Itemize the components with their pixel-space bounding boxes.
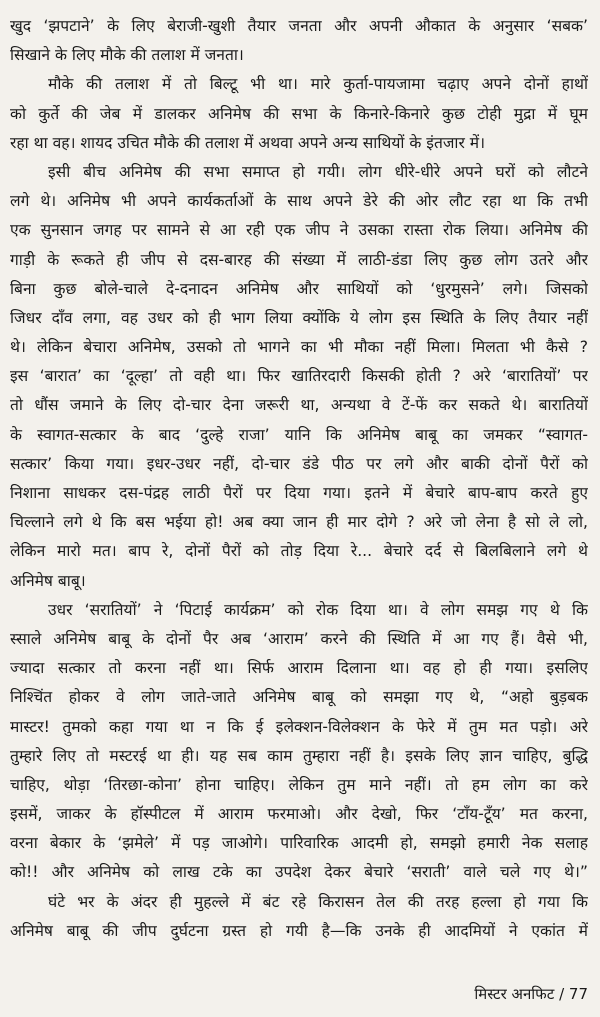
text-line: को कुर्ते की जेब में डालकर अनिमेष की सभा के किनारे-किनारे कुछ टोही मुद्रा में घूम xyxy=(10,104,588,123)
text-line: तुम्हारे लिए तो मस्टरई था ही। यह सब काम तुम्हारा नहीं है। इसके लिए ज्ञान चाहिए, बुद्धि xyxy=(10,746,588,765)
text-line: तो धौंस जमाने के लिए दो-चार देना जरूरी था, अन्यथा वे टें-फें कर सकते थे। बारातियों xyxy=(10,396,588,415)
text-line: सत्कार’ किया गया। इधर-उधर नहीं, दो-चार डंडे पीठ पर लगे और बाकी दोनों पैरों को xyxy=(10,454,588,473)
text-line: स्साले अनिमेष बाबू के दोनों पैर अब ‘आराम’ करने की स्थिति में आ गए हैं। वैसे भी, xyxy=(10,629,588,648)
text-line: अनिमेष बाबू की जीप दुर्घटना ग्रस्त हो गयी है—कि उनके ही आदमियों ने एकांत में xyxy=(10,921,588,940)
text-line: खुद ‘झपटाने’ के लिए बेराजी-खुशी तैयार जनता और अपनी औकात के अनुसार ‘सबक’ xyxy=(10,17,588,35)
text-line: लेकिन मारो मत। बाप रे, दोनों पैरों को तोड़ दिया रे... बेचारे दर्द से बिलबिलाने लगे थे xyxy=(10,542,588,561)
page-footer: मिस्टर अनफिट / 77 xyxy=(474,985,588,1003)
body-text xyxy=(10,12,588,946)
text-line: चाहिए, थोड़ा ‘तिरछा-कोना’ होना चाहिए। लेकिन तुम माने नहीं। तो हम लोग का करे xyxy=(10,775,588,794)
text-line: गाड़ी के रूकते ही जीप से दस-बारह की संख्या में लाठी-डंडा लिए कुछ लोग उतरे और xyxy=(10,250,588,269)
text-line: ज्यादा सत्कार तो करना नहीं था। सिर्फ आराम दिलाना था। वह हो ही गया। इसलिए xyxy=(10,659,588,678)
text-line: चिल्लाने लगे थे कि बस भईया हो! अब क्या जान ही मार दोगे ? अरे जो लेना है सो ले लो, xyxy=(10,513,588,532)
text-line: मास्टर! तुमको कहा गया था न कि ई इलेक्शन-विलेक्शन के फेरे में तुम मत पड़ो। अरे xyxy=(10,717,588,736)
text-line: को!! और अनिमेष को लाख टके का उपदेश देकर बेचारे ‘सराती’ वाले चले गए थे।” xyxy=(10,863,588,882)
text-line: सिखाने के लिए मौके की तलाश में जनता। xyxy=(10,46,244,65)
text-line: अनिमेष बाबू। xyxy=(10,571,86,590)
text-line: लगे थे। अनिमेष भी अपने कार्यकर्ताओं के साथ अपने डेरे की ओर लौट रहा था कि तभी xyxy=(10,192,588,211)
text-line: मौके की तलाश में तो बिल्टू भी था। मारे कुर्ता-पायजामा चढ़ाए अपने दोनों हाथों xyxy=(48,75,588,94)
text-line: निश्चिंत होकर वे लोग जाते-जाते अनिमेष बाबू को समझा गए थे, “अहो बुड़बक xyxy=(10,688,588,707)
text-line: इसमें, जाकर के हॉस्पीटल में आराम फरमाओ। और देखो, फिर ‘टाँय-टूँय’ मत करना, xyxy=(10,805,588,824)
text-line: एक सुनसान जगह पर सामने से आ रही एक जीप ने उसका रास्ता रोक लिया। अनिमेष की xyxy=(10,221,588,240)
text-line: इसी बीच अनिमेष की सभा समाप्त हो गयी। लोग धीरे-धीरे अपने घरों को लौटने xyxy=(48,162,588,181)
text-line: बिना कुछ बोले-चाले दे-दनादन अनिमेष और साथियों को ‘धुरमुसने’ लगे। जिसको xyxy=(10,279,588,298)
text-line: के स्वागत-सत्कार के बाद ‘दुल्हे राजा’ यानि कि अनिमेष बाबू का जमकर “स्वागत- xyxy=(10,425,588,444)
text-line: जिधर दाँव लगा, वह उधर को ही भाग लिया क्योंकि ये लोग इस स्थिति के लिए तैयार नहीं xyxy=(10,308,588,327)
text-line: रहा था वह। शायद उचित मौके की तलाश में अथवा अपने अन्य साथियों के इंतजार में। xyxy=(10,133,486,152)
text-line: घंटे भर के अंदर ही मुहल्ले में बंट रहे किरासन तेल की तरह हल्ला हो गया कि xyxy=(48,892,588,911)
text-line: निशाना साधकर दस-पंद्रह लाठी पैरों पर दिया गया। इतने में बेचारे बाप-बाप करते हुए xyxy=(10,484,588,502)
text-line: इस ‘बारात’ का ‘दूल्हा’ तो वही था। फिर खातिरदारी किसकी होती ? अरे ‘बारातियों’ पर xyxy=(10,367,588,386)
text-line: थे। लेकिन बेचारा अनिमेष, उसको तो भागने का भी मौका नहीं मिला। मिलता भी कैसे ? xyxy=(10,338,588,357)
text-line: वरना बेकार के ‘झमेले’ में पड़ जाओगे। पारिवारिक आदमी हो, समझो हमारी नेक सलाह xyxy=(10,834,588,853)
text-line: उधर ‘सरातियों’ ने ‘पिटाई कार्यक्रम’ को रोक दिया था। वे लोग समझ गए थे कि xyxy=(48,600,588,619)
